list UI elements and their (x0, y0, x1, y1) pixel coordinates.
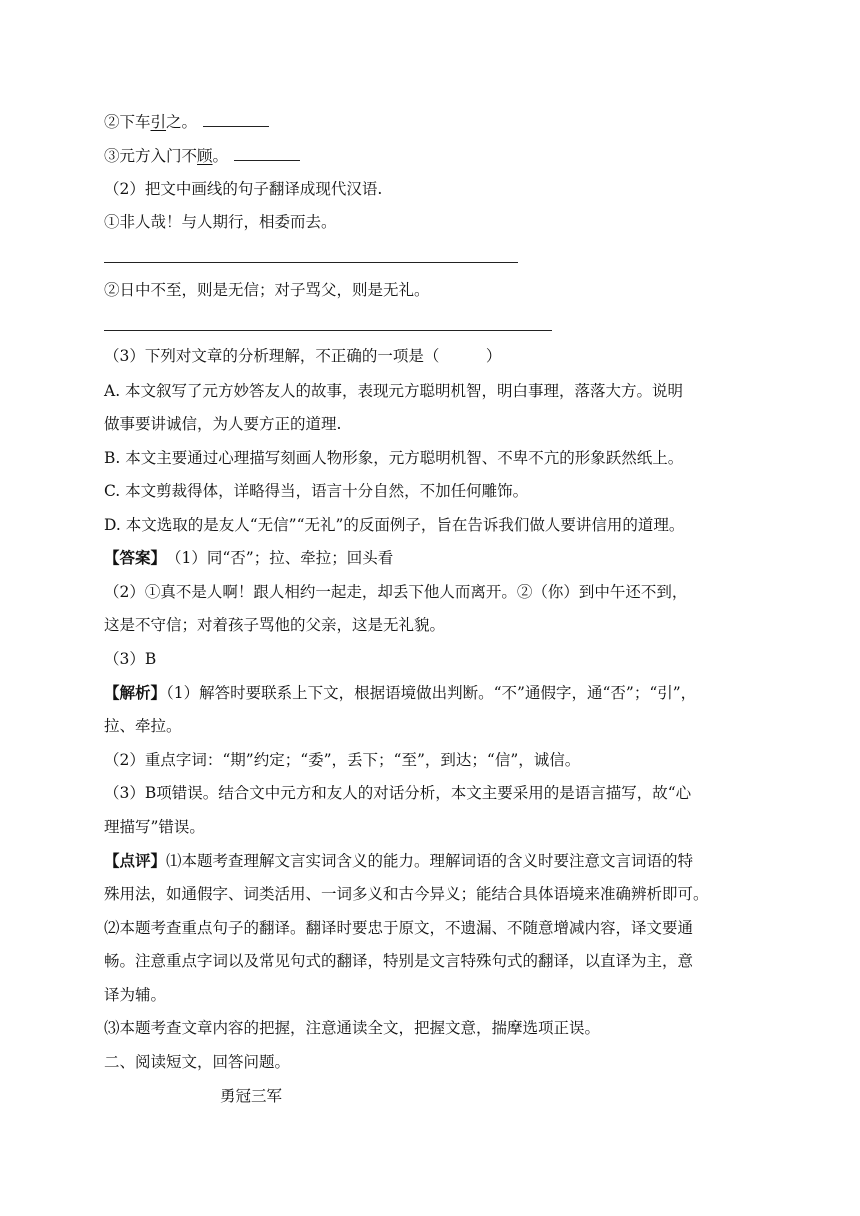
answer-blank (203, 112, 269, 127)
review-text-1: ⑴本题考查理解文言实词含义的能力。理解词语的含义时要注意文言词语的特 (166, 852, 694, 870)
q1-item-2-key: 引 (150, 113, 167, 131)
answer-text-4: （3）B (104, 650, 157, 668)
analysis-text-4: （3）B项错误。结合文中元方和友人的对话分析，本文主要采用的是语言描写，故“心 (104, 784, 692, 802)
q1-item-3-suffix: 。 (212, 147, 229, 165)
section-2-heading: 二、阅读短文，回答问题。 (104, 1053, 291, 1071)
q3-option-b: B. 本文主要通过心理描写刻画人物形象，元方聪明机智、不卑不亢的形象跃然纸上。 (104, 449, 684, 467)
answer-text-1: （1）同“否”；拉、牵拉；回头看 (158, 549, 394, 567)
q3-option-a-line2: 做事要讲诚信，为人要方正的道理. (104, 415, 342, 433)
q3-prompt: （3）下列对文章的分析理解，不正确的一项是（ ） (104, 347, 502, 365)
answer-blank (234, 146, 300, 161)
passage-title: 勇冠三军 (220, 1087, 283, 1105)
answer-line (104, 262, 518, 263)
review-label: 【点评】 (104, 851, 167, 870)
q1-item-3-key: 顾 (197, 147, 213, 165)
review-text-3: ⑵本题考查重点句子的翻译。翻译时要忠于原文，不遗漏、不随意增减内容，译文要通 (104, 919, 694, 937)
analysis-text-3: （2）重点字词：“期”约定；“委”，丢下；“至”，到达；“信”，诚信。 (104, 751, 581, 769)
analysis-text-1: （1）解答时要联系上下文，根据语境做出判断。“不”通假字，通“否”；“引”， (166, 684, 697, 702)
q1-item-2-suffix: 之。 (166, 113, 198, 131)
q3-option-d: D. 本文选取的是友人“无信”“无礼”的反面例子，旨在告诉我们做人要讲信用的道理。 (104, 516, 685, 534)
q3-option-c: C. 本文剪裁得体，详略得当，语言十分自然，不加任何雕饰。 (104, 482, 529, 500)
answer-text-3: 这是不守信；对着孩子骂他的父亲，这是无礼貌。 (104, 616, 446, 634)
analysis-line-1 (104, 683, 764, 703)
answer-label: 【答案】 (104, 548, 159, 567)
answer-line-1 (104, 548, 764, 568)
q2-prompt: （2）把文中画线的句子翻译成现代汉语. (104, 180, 383, 198)
q2-sentence-1: ①非人哉！与人期行，相委而去。 (104, 213, 337, 231)
q1-item-3-prefix: ③元方入门不 (104, 147, 198, 165)
review-line-1 (104, 851, 764, 871)
review-text-5: 译为辅。 (104, 986, 167, 1004)
q1-item-2 (104, 112, 764, 132)
answer-line (104, 330, 552, 331)
q1-item-3 (104, 146, 764, 166)
review-text-4: 畅。注意重点字词以及常见句式的翻译，特别是文言特殊句式的翻译，以直译为主，意 (104, 952, 694, 970)
review-text-2: 殊用法，如通假字、词类活用、一词多义和古今异义；能结合具体语境来准确辨析即可。 (104, 885, 709, 903)
q2-sentence-2: ②日中不至，则是无信；对子骂父，则是无礼。 (104, 281, 430, 299)
q1-item-2-prefix: ②下车 (104, 113, 151, 131)
review-text-6: ⑶本题考查文章内容的把握，注意通读全文，把握文意，揣摩选项正误。 (104, 1019, 601, 1037)
analysis-text-5: 理描写”错误。 (104, 818, 205, 836)
q3-option-a-line1: A. 本文叙写了元方妙答友人的故事，表现元方聪明机智，明白事理，落落大方。说明 (104, 382, 684, 400)
analysis-text-2: 拉、牵拉。 (104, 717, 182, 735)
answer-text-2: （2）①真不是人啊！跟人相约一起走，却丢下他人而离开。②（你）到中午还不到， (104, 583, 688, 601)
analysis-label: 【解析】 (104, 683, 167, 702)
